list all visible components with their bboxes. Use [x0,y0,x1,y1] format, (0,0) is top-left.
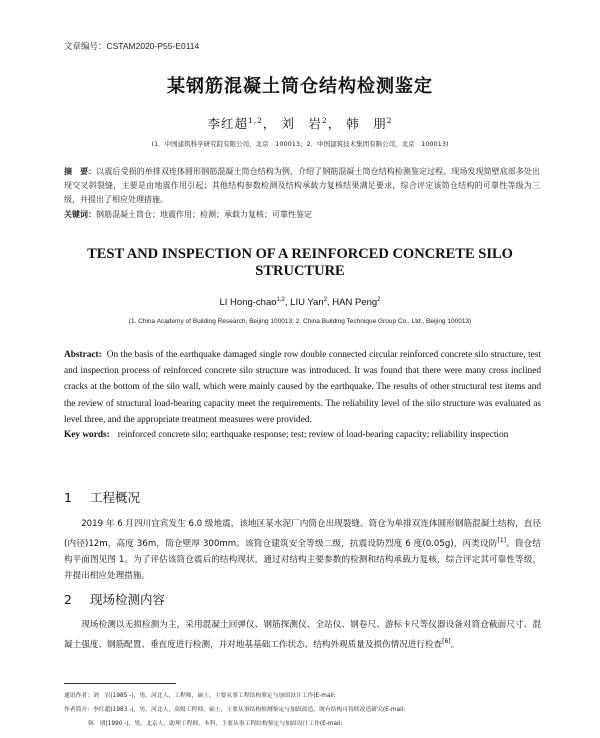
author-separator: , [284,297,291,309]
title-cn: 某钢筋混凝土筒仓结构检测鉴定 [167,76,433,97]
author-sup: 1,2 [276,297,285,303]
section-title: 现场检测内容 [90,592,166,607]
keywords-en-text: reinforced concrete silo; earthquake response; test; review of load-bearing capacity; reliability inspection [117,430,509,440]
abstract-en-label: Abstract: [64,350,102,360]
authors-cn [0,114,600,132]
body-paragraph [64,516,541,585]
author-separator: , [326,297,333,309]
section-number: 2 [64,592,72,607]
author-cn: 韩 朋 [346,116,387,131]
authors-en [0,297,600,308]
author-sup: 1,2 [247,115,263,125]
article-number: 文章编号：CSTAM2020-P55-E0114 [64,41,200,51]
abstract-en-text: On the basis of the earthquake damaged single row double connected circular reinforced concrete silo structure, test and inspection process of reinforced concrete silo structure was introduced. It was found that there were many cross inclined cracks at the bottom of the silo wall, which were mainly caused by the earthquake. The results of other structural test items and the review of structural load-bearing capacity meet the requirements. The reliability level of the silo structure was evaluated as level three, and the appropriate treatment measures were provided. [64,350,541,425]
citation: [6] [442,637,451,645]
author-sup: 2 [377,297,381,303]
citation: [1] [497,536,507,544]
abstract-cn-text: 以震后受损的单排双连体圆形钢筋混凝土筒仓结构为例，介绍了钢筋混凝土筒仓结构检测鉴定过程。现场发现简壁底部多处出现交叉斜裂缝，主要是由地震作用引起；其他结构参数检测及结构承载力复核结果满足要求，综合评定该筒仓结构的可靠性等级为三级，并提出了相应处理措施。 [64,167,540,204]
affiliation-cn: (1．中国建筑科学研究院有限公司，北京 100013；2．中国建筑技术集团有限公司，北京 100013) [151,140,449,148]
keywords-en-label: Key words: [64,430,110,440]
footnote-author-bio: 韩 朋(1990 -)，男，北京人，助理工程师，本科，主要从事工程结构鉴定与加固设计工作(E-mail: [88,721,343,727]
author-separator: ， [262,116,277,131]
author-en: LI Hong-chao [219,297,277,309]
paragraph-text: 。 [450,639,460,650]
title-en: TEST AND INSPECTION OF A REINFORCED CONCRETE SILO STRUCTURE [87,246,513,279]
author-sup: 2 [321,115,328,125]
section-heading [64,590,165,608]
paragraph-text: 。筒仓结构平面图见图 1。为了评估该筒仓震后的结构现状，通过对结构主要参数的检测和结构承载力复核，综合评定其可靠性等级，并提出相应处理措施。 [64,538,541,582]
author-en: LIU Yan [290,297,324,309]
affiliation-en: (1. China Academy of Building Research, Beijing 100013; 2. China Building Technique Group Co., Ltd., Beijing 100013) [128,318,472,325]
author-cn: 李红超 [207,116,248,131]
keywords-cn [64,208,540,221]
keywords-en [64,427,541,443]
section-number: 1 [64,490,72,505]
author-sup: 2 [323,297,327,303]
abstract-cn-label: 摘 要： [64,167,97,176]
author-sup: 2 [386,115,393,125]
section-title: 工程概况 [90,490,141,505]
footnote-divider [64,683,176,684]
footnote-corresponding-author: 通讯作者：刘 岩(1985 -)，男，河北人，工程师，硕士，主要从事工程结构鉴定与加固设计工作(E-mail: [64,693,336,699]
author-en: HAN Peng [332,297,378,309]
body-paragraph [64,617,541,653]
abstract-cn [64,165,540,207]
author-separator: ， [327,116,342,131]
section-heading [64,488,140,506]
author-cn: 刘 岩 [281,116,322,131]
keywords-cn-label: 关键词： [64,210,96,219]
keywords-cn-text: 钢筋混凝土筒仓；地震作用；检测；承载力复核；可靠性鉴定 [96,210,312,219]
footnote-author-bio: 作者简介：李红超(1983 -)，男，河北人，高级工程师，硕士，主要从事结构检测鉴定与加固改造、既有结构可持续改造研究(E-mail: [64,707,406,713]
abstract-en [64,347,541,428]
paragraph-text: 2019 年 6 月四川宜宾发生 6.0 级地震，该地区某水泥厂内筒仓出现裂缝。筒仓为单排双连体圆形钢筋混凝土结构，直径(内径)12m，高度 36m，筒仓壁厚 300mm。该筒仓建筑安全等级二级，抗震设防烈度 6 度(0.05g)，丙类设防 [64,519,541,549]
paragraph-text: 现场检测以无损检测为主，采用混凝土回弹仪、钢筋探测仪、全站仪、钢卷尺、游标卡尺等仪器设备对筒仓截面尺寸、混凝土强度、钢筋配置、垂直度进行检测，并对地基基础工作状态、结构外观质量及损伤情况进行检查 [64,620,541,650]
